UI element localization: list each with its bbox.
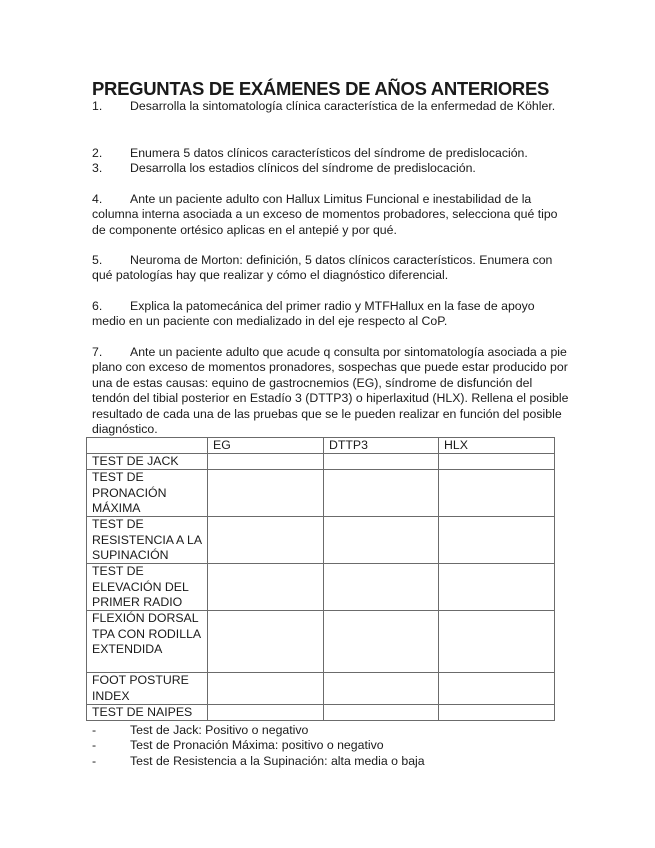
row-label: TEST DE PRONACIÓN MÁXIMA [87,470,208,517]
table-row [87,454,555,470]
question-number: 1. [92,99,103,113]
answer-cell[interactable] [324,517,439,564]
table-row [87,704,555,720]
question-5 [92,253,570,284]
question-text: Ante un paciente adulto con Hallux Limitus Funcional e inestabilidad de la columna interna asociada a un exceso de momentos probadores, selecciona qué tipo de componente ortésico aplicas en el antepié y por qué. [92,192,558,237]
list-item [92,723,425,738]
answer-cell[interactable] [324,564,439,611]
header-cell-eg: EG [208,438,324,454]
answer-cell[interactable] [208,454,324,470]
question-3 [92,161,570,176]
question-text: Explica la patomecánica del primer radio y MTFHallux en la fase de apoyo medio en un paciente con medializado in del eje respecto al CoP. [92,299,535,329]
question-6 [92,299,570,330]
answer-cell[interactable] [208,470,324,517]
question-text: Ante un paciente adulto que acude q consulta por sintomatología asociada a pie plano con exceso de momentos pronadores, sospechas que puede estar producido por una de estas causas: equino de gastrocnemios (EG), síndrome de disfunción del tendón del tibial posterior en Estadío 3 (DTTP3) o hiperlaxitud (HLX). Rellena el posible resultado de cada una de las pruebas que se le pueden realizar en función del posible diagnóstico. [92,345,569,437]
question-text: Desarrolla la sintomatología clínica característica de la enfermedad de Köhler. [130,99,556,113]
answer-cell[interactable] [324,454,439,470]
list-bullet: - [92,753,97,768]
table-row [87,517,555,564]
list-item-text: Test de Pronación Máxima: positivo o negativo [130,738,384,753]
question-number: 3. [92,161,103,175]
answer-cell[interactable] [324,470,439,517]
table-header-row [87,438,555,454]
answer-cell[interactable] [439,704,555,720]
row-label: TEST DE NAIPES [87,704,208,720]
question-number: 6. [92,299,103,313]
question-4 [92,192,570,238]
question-text: Enumera 5 datos clínicos característicos del síndrome de predislocación. [130,146,528,160]
answer-cell[interactable] [208,517,324,564]
question-number: 7. [92,345,103,359]
question-number: 2. [92,146,103,160]
question-7 [92,345,570,437]
table-row [87,611,555,673]
answer-cell[interactable] [324,704,439,720]
row-label: FLEXIÓN DORSAL TPA CON RODILLA EXTENDIDA [87,611,208,673]
list-item [92,754,425,769]
question-text: Neuroma de Morton: definición, 5 datos clínicos característicos. Enumera con qué patologías hay que realizar y cómo el diagnóstico diferencial. [92,253,553,283]
table-row [87,673,555,704]
list-bullet: - [92,723,97,737]
test-results-table [86,437,555,721]
list-item-text: Test de Jack: Positivo o negativo [130,723,309,737]
answer-cell[interactable] [439,517,555,564]
answer-cell[interactable] [439,470,555,517]
question-1 [92,99,570,114]
question-text: Desarrolla los estadios clínicos del síndrome de predislocación. [130,161,476,175]
table-row [87,564,555,611]
question-number: 4. [92,192,103,206]
row-label: TEST DE RESISTENCIA A LA SUPINACIÓN [87,517,208,564]
answer-cell[interactable] [208,611,324,673]
header-cell-dttp3: DTTP3 [324,438,439,454]
answer-cell[interactable] [439,454,555,470]
answer-cell[interactable] [439,611,555,673]
answer-cell[interactable] [324,673,439,704]
answer-cell[interactable] [208,564,324,611]
answer-cell[interactable] [208,673,324,704]
row-label: FOOT POSTURE INDEX [87,673,208,704]
list-item [92,738,425,753]
answer-cell[interactable] [439,564,555,611]
list-bullet: - [92,738,97,753]
page-title: PREGUNTAS DE EXÁMENES DE AÑOS ANTERIORES [92,78,550,99]
question-number: 5. [92,253,103,267]
table-row [87,470,555,517]
header-cell-hlx: HLX [439,438,555,454]
answer-cell[interactable] [324,611,439,673]
row-label: TEST DE ELEVACIÓN DEL PRIMER RADIO [87,564,208,611]
answer-cell[interactable] [439,673,555,704]
answer-cell[interactable] [208,704,324,720]
question-2 [92,146,570,161]
row-label: TEST DE JACK [87,454,208,470]
header-cell-empty [87,438,208,454]
answer-key-list [92,723,425,769]
list-item-text: Test de Resistencia a la Supinación: alta media o baja [130,753,425,768]
